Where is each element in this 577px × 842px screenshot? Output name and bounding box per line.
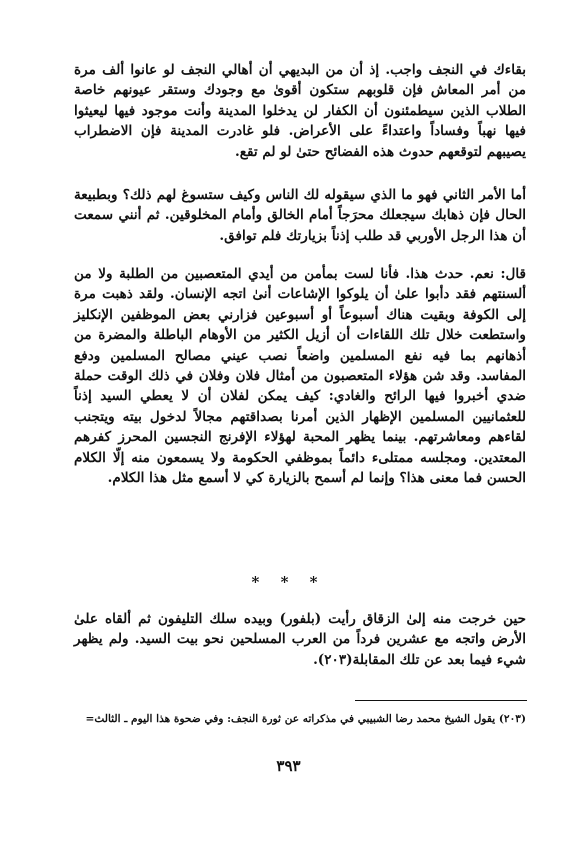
paragraph-4	[74, 609, 526, 670]
paragraph-1-text: بقاءك في النجف واجب. إذ أن من البديهي أن أهالي النجف لو عانوا ألف مرة من أمر المعاش فإن قلوبهم ستكون أقوىٰ مع وجودك وستقر عيونهم خاصة الطلاب الذين سيطمئنون أن الكفار لن يدخلوا المدينة وأنت موجود فيها ليعيثوا فيها نهباً وفساداً واعتداءً على الأعراض. فلو غادرت المدينة فإن الاضطراب يصيبهم لتوقعهم حدوث هذه الفضائح حتىٰ لو لم تقع.	[74, 62, 526, 160]
paragraph-3	[74, 264, 526, 488]
paragraph-1	[74, 60, 526, 162]
paragraph-2-text: أما الأمر الثاني فهو ما الذي سيقوله لك الناس وكيف ستسوغ لهم ذلك؟ وبطبيعة الحال فإن ذهابك سيجعلك محرَجاً أمام الخالق وأمام المخلوقين. ثم أنني سمعت أن هذا الرجل الأوربي قد طلب إذناً بزيارتك فلم توافق.	[74, 187, 526, 244]
footnote: (٢٠٣) يقول الشيخ محمد رضا الشبيبي في مذكراته عن ثورة النجف: وفي ضحوة هذا اليوم ـ الثالث=	[85, 713, 526, 725]
footnote-divider	[355, 700, 527, 701]
section-separator: * * *	[251, 573, 326, 591]
paragraph-3-text: قال: نعم. حدث هذا. فأنا لست بمأمن من أيدي المتعصبين من الطلبة ولا من ألسنتهم فقد دأبوا علىٰ أن يلوكوا الإشاعات أنىٰ اتجه الإنسان. ولقد ذهبت مرة إلى الكوفة وبقيت هناك أسبوعاً أو أسبوعين فزارني بعض الموظفين الإنكليز واستطعت خلال تلك اللقاءات أن أزيل الكثير من الأوهام الباطلة والمضرة من أذهانهم بما فيه نفع المسلمين واضعاً نصب عيني مصالح المسلمين ودفع المفاسد. وقد شن هؤلاء المتعصبون من أمثال فلان وفلان في ذلك الوقت حملة ضدي أخبروا فيها الرائح والغادي: كيف يمكن لفلان أن لا يعطي السيد إذناً للعثمانيين المسلمين الإظهار الذين أمرنا بصداقتهم مجالاً لدخول بيته ويتجنب لقاءهم ومعاشرتهم. بينما يظهر المحبة لهؤلاء الإفرنج النجسين المحرز كفرهم المعتدين. ومجلسه ممتلىء دائماً بموظفي الحكومة ولا يسمعون منه إلّا الكلام الحسن فما معنى هذا؟ وإنما لم أسمح بالزيارة كي لا أسمع مثل هذا الكلام.	[74, 266, 527, 487]
paragraph-4-text: حين خرجت منه إلىٰ الزقاق رأيت (بلفور) وبيده سلك التليفون ثم ألقاه علىٰ الأرض واتجه مع عشرين فرداً من العرب المسلحين نحو بيت السيد. ولم يظهر شيء فيما بعد عن تلك المقابلة(٢٠٣).	[74, 611, 526, 668]
page-number: ٣٩٣	[276, 757, 301, 775]
paragraph-2	[74, 185, 526, 246]
